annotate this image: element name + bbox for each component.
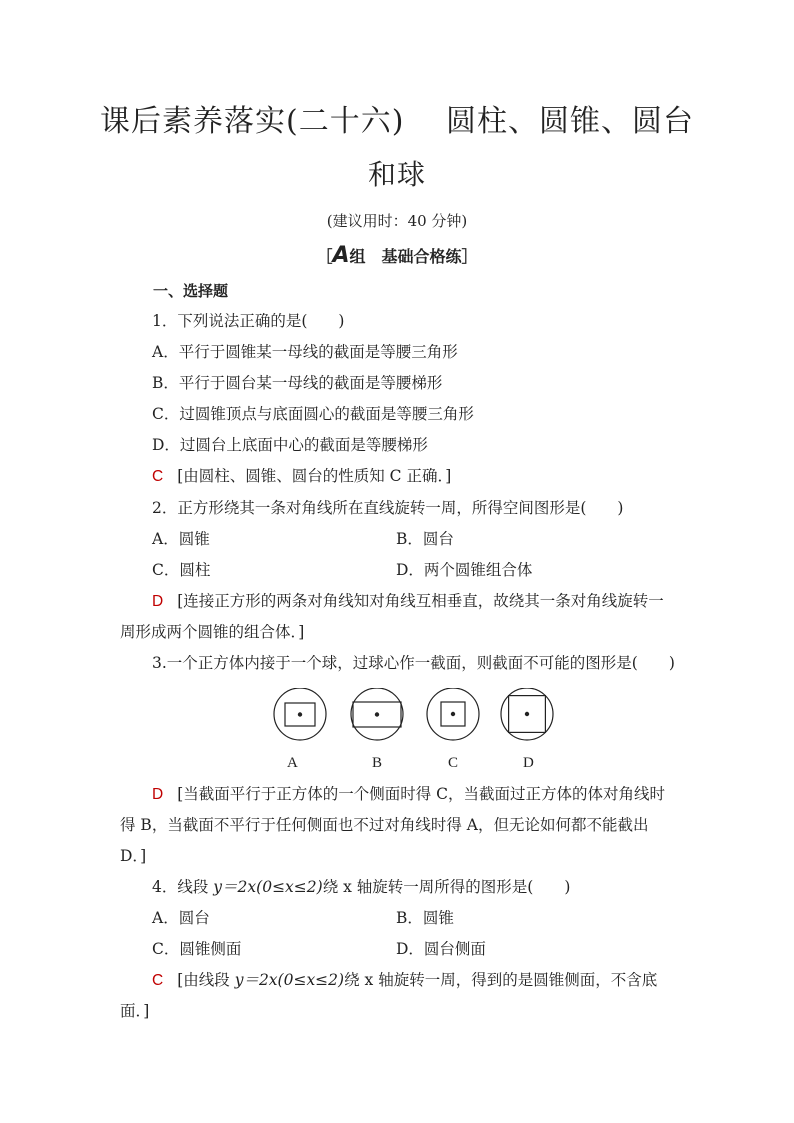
q4-answer-letter: C	[152, 972, 164, 989]
q4-explanation-math: y＝2x(0≤x≤2)	[234, 971, 345, 989]
q4-option-b: B．圆锥	[396, 909, 454, 927]
q2-option-c: C．圆柱	[152, 561, 211, 579]
q1-answer-letter: C	[152, 468, 164, 485]
q4-stem	[152, 877, 570, 897]
q3-figure-a	[274, 688, 326, 740]
q3-figure	[270, 688, 570, 748]
group-bracket-close: ］	[461, 247, 478, 266]
q3-label-d: D	[523, 755, 534, 771]
q4-stem-post: 绕 x 轴旋转一周所得的图形是( )	[322, 878, 571, 896]
q3-label-a: A	[287, 755, 298, 771]
q1-option-d: D．过圆台上底面中心的截面是等腰梯形	[152, 436, 428, 454]
page-title: 课后素养落实(二十六) 圆柱、圆锥、圆台	[100, 104, 694, 139]
q2-answer	[152, 591, 664, 612]
q4-option-d: D．圆台侧面	[396, 940, 486, 958]
group-letter: A	[332, 243, 350, 268]
q2-option-b: B．圆台	[396, 530, 454, 548]
q2-option-d: D．两个圆锥组合体	[396, 561, 533, 579]
q3-figure-d	[501, 688, 553, 740]
q1-stem: 1．下列说法正确的是( )	[152, 312, 345, 330]
section-heading: 一、选择题	[153, 282, 229, 300]
group-header	[0, 243, 794, 268]
q1-answer	[152, 466, 451, 487]
q4-explanation-post: 绕 x 轴旋转一周，得到的是圆锥侧面，不含底	[344, 971, 658, 989]
q2-option-a: A．圆锥	[152, 530, 210, 548]
q2-explanation: [连接正方形的两条对角线知对角线互相垂直，故绕其一条对角线旋转一	[177, 592, 664, 610]
q4-option-c: C．圆锥侧面	[152, 940, 242, 958]
q4-answer	[152, 970, 657, 991]
q3-explanation-cont2: D．]	[120, 847, 147, 865]
q3-figure-c	[427, 688, 479, 740]
q4-stem-math: y＝2x(0≤x≤2)	[213, 878, 323, 896]
q3-explanation-cont1: 得 B，当截面不平行于任何侧面也不过对角线时得 A，但无论如何都不能截出	[120, 816, 649, 834]
group-label: 组 基础合格练	[349, 247, 462, 266]
q1-option-c: C．过圆锥顶点与底面圆心的截面是等腰三角形	[152, 405, 474, 423]
q2-explanation-cont: 周形成两个圆锥的组合体．]	[120, 623, 305, 641]
q1-option-a: A．平行于圆锥某一母线的截面是等腰三角形	[152, 343, 458, 361]
q4-explanation-pre: [由线段	[177, 971, 235, 989]
q3-explanation: [当截面平行于正方体的一个侧面时得 C，当截面过正方体的体对角线时	[177, 785, 666, 803]
q3-answer-letter: D	[152, 786, 164, 803]
q3-answer	[152, 784, 665, 805]
q1-option-b: B．平行于圆台某一母线的截面是等腰梯形	[152, 374, 443, 392]
q4-stem-pre: 4．线段	[152, 878, 214, 896]
time-hint: (建议用时：40 分钟)	[326, 212, 468, 230]
q4-explanation-cont: 面．]	[120, 1002, 150, 1020]
group-bracket-open: ［	[316, 247, 333, 266]
q4-option-a: A．圆台	[152, 909, 210, 927]
q3-figure-b	[351, 688, 403, 740]
q3-label-b: B	[372, 755, 383, 771]
q3-stem: 3.一个正方体内接于一个球，过球心作一截面，则截面不可能的图形是( )	[152, 654, 675, 672]
q2-answer-letter: D	[152, 593, 164, 610]
q1-explanation: [由圆柱、圆锥、圆台的性质知 C 正确．]	[177, 467, 452, 485]
page-title-line2: 和球	[367, 158, 426, 191]
q2-stem: 2．正方形绕其一条对角线所在直线旋转一周，所得空间图形是( )	[152, 499, 624, 517]
q3-label-c: C	[448, 755, 459, 771]
